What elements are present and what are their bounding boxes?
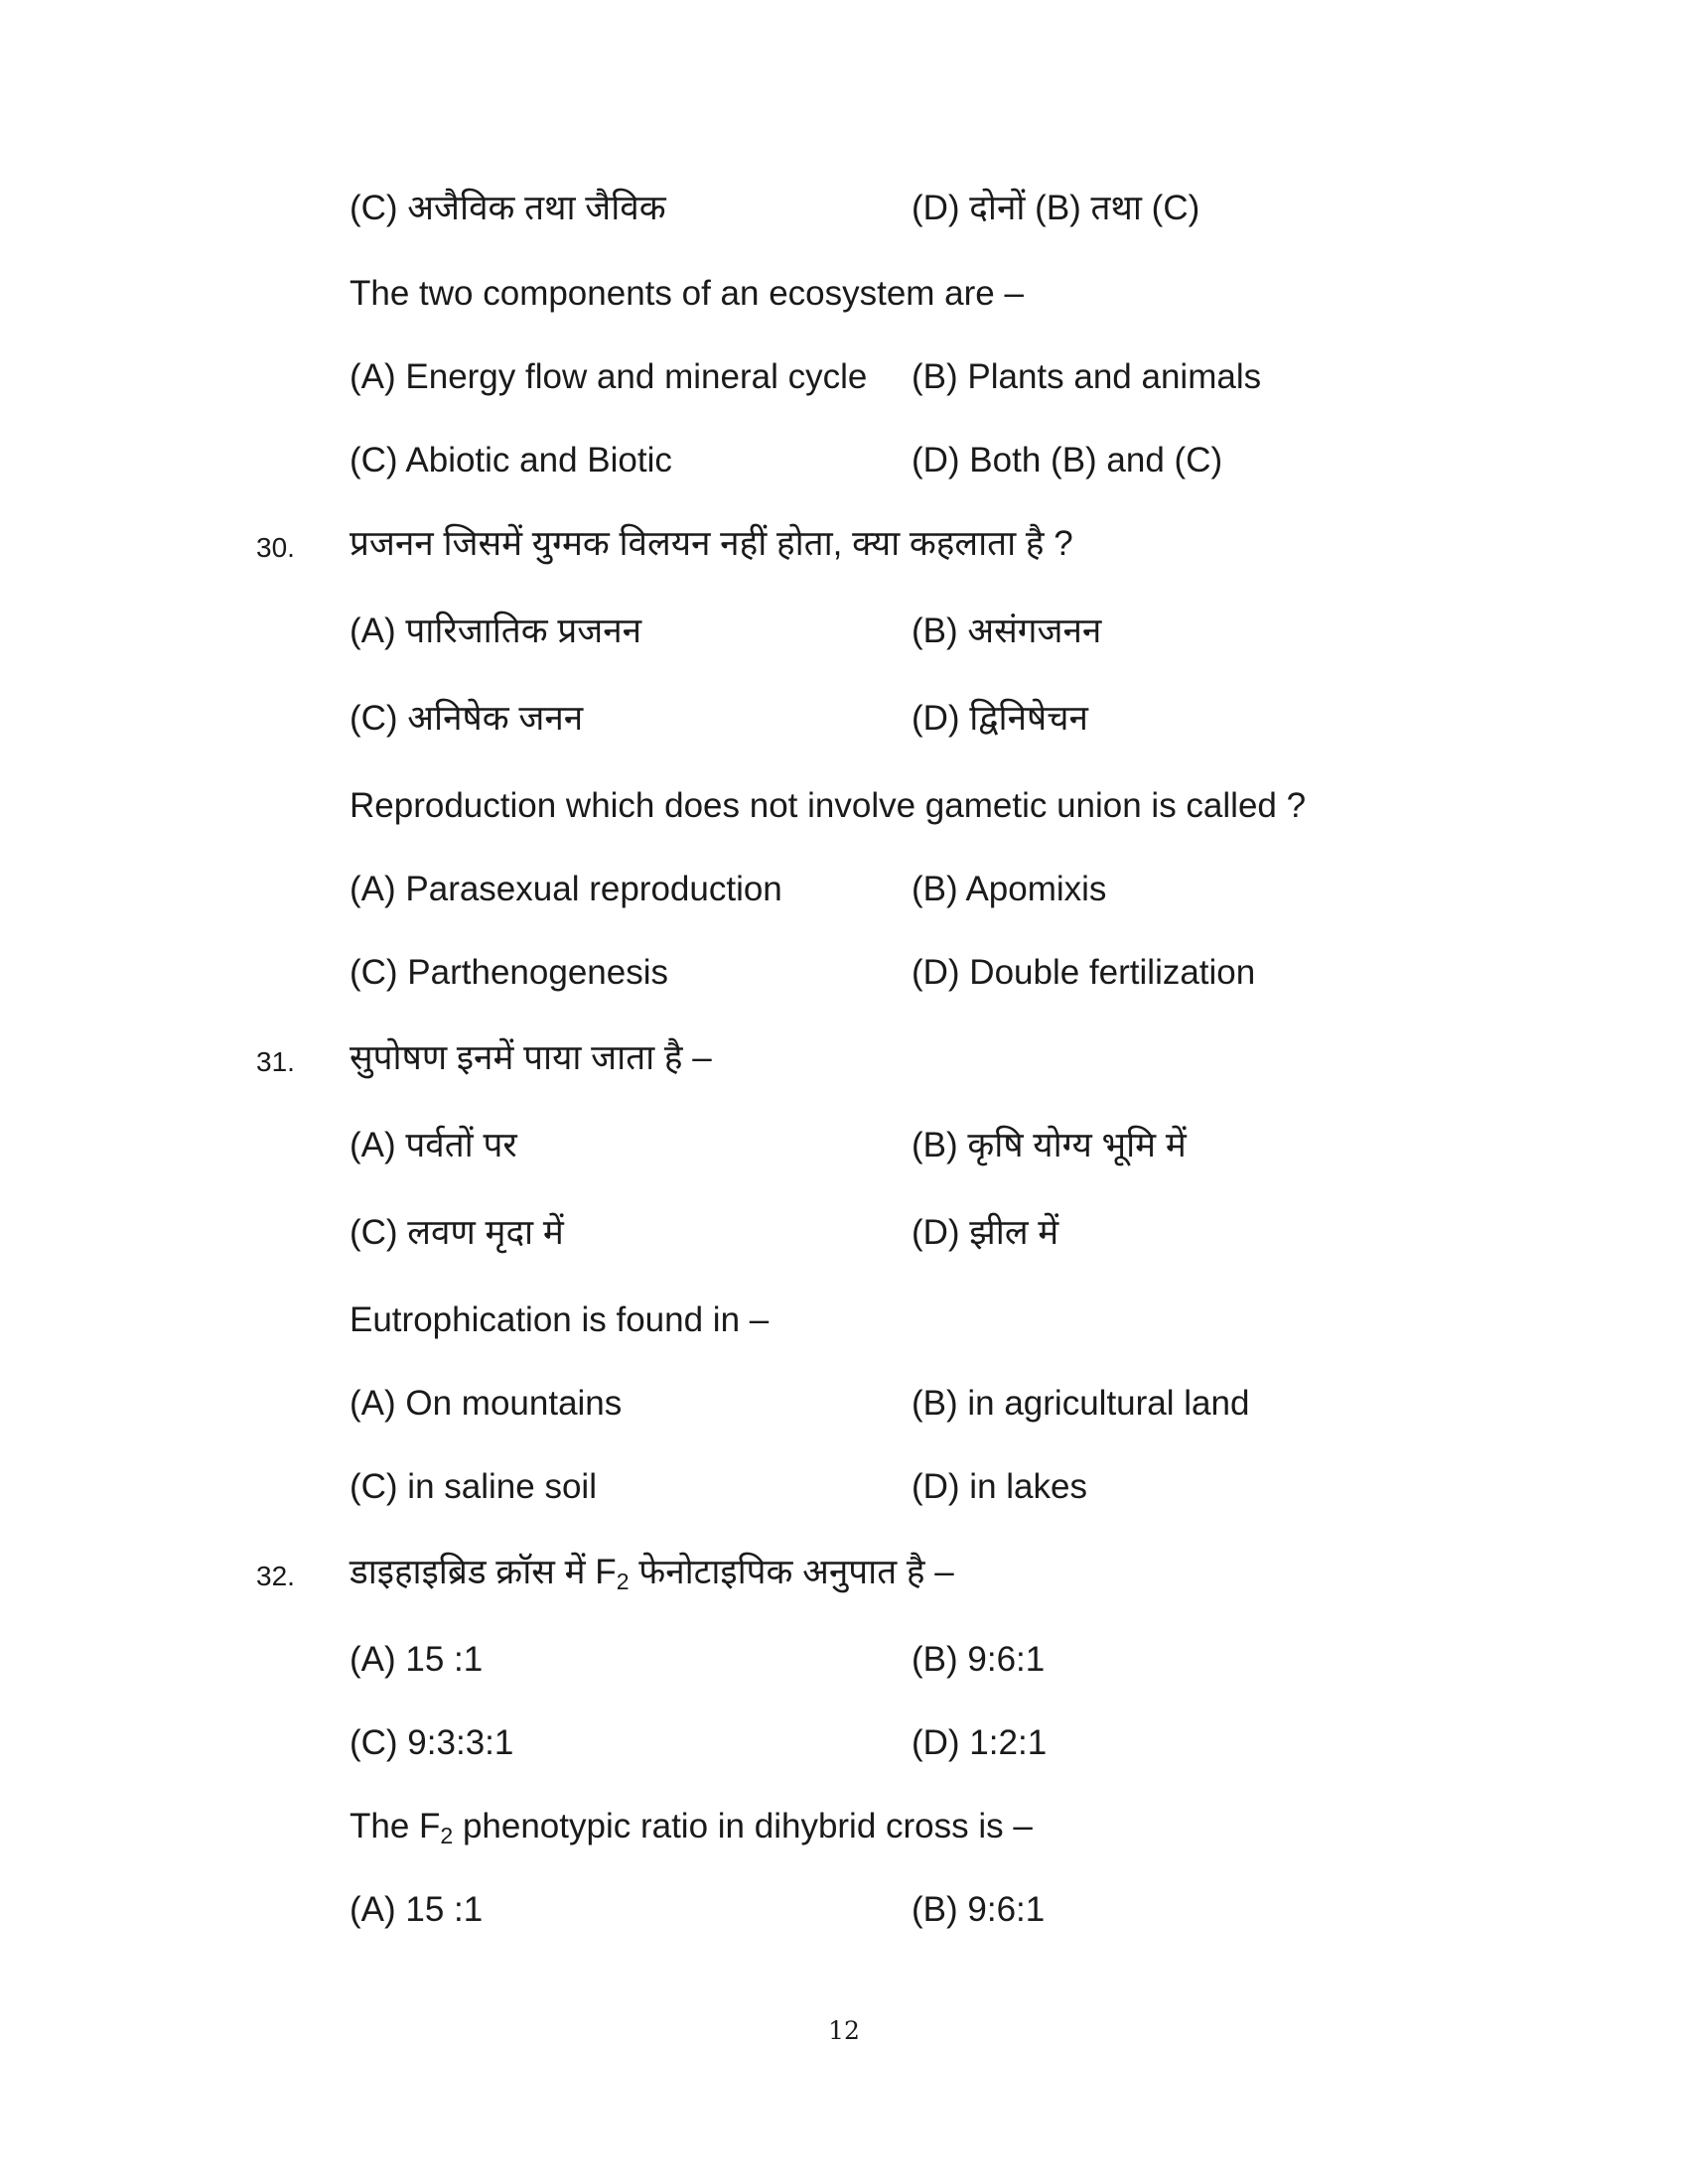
q30-hi-option-d: (D) द्विनिषेचन [912,699,1088,738]
q31-en-option-c: (C) in saline soil [350,1467,597,1506]
q31-en-option-b: (B) in agricultural land [912,1384,1250,1423]
q32-hi-option-d: (D) 1:2:1 [912,1723,1048,1762]
q30-en-option-d: (D) Double fertilization [912,953,1256,992]
q31-hi-option-d: (D) झील में [912,1213,1059,1252]
q32-hi-question: डाइहाइब्रिड क्रॉस में $F_2$ फेनोटाइपिक अनुपात है – [350,1553,954,1594]
q32-hi-option-a: (A) 15 :1 [350,1640,484,1679]
q30-en-option-b: (B) Apomixis [912,870,1107,908]
q30-number: 30. [256,532,295,563]
q32-number: 32. [256,1561,295,1591]
q29-en-option-b: (B) Plants and animals [912,357,1262,396]
q31-number: 31. [256,1046,295,1077]
q30-en-option-a: (A) Parasexual reproduction [350,870,782,908]
q31-hi-option-b: (B) कृषि योग्य भूमि में [912,1126,1187,1164]
q32-en-option-a: (A) 15 :1 [350,1890,484,1929]
q32-hi-option-c: (C) 9:3:3:1 [350,1723,514,1762]
q29-en-question: The two components of an ecosystem are – [350,274,1024,313]
q32-hi-option-b: (B) 9:6:1 [912,1640,1046,1679]
q30-hi-option-b: (B) असंगजनन [912,612,1102,650]
q29-en-option-a: (A) Energy flow and mineral cycle [350,357,868,396]
q29-en-option-d: (D) Both (B) and (C) [912,441,1223,479]
q32-en-option-b: (B) 9:6:1 [912,1890,1046,1929]
q29-en-option-c: (C) Abiotic and Biotic [350,441,672,479]
q31-hi-option-a: (A) पर्वतों पर [350,1126,517,1164]
q30-hi-question: प्रजनन जिसमें युग्मक विलयन नहीं होता, क्या कहलाता है ? [350,524,1073,563]
q32-en-question: The $F_2$ phenotypic ratio in dihybrid cross is – [350,1807,1033,1848]
q30-hi-option-a: (A) पारिजातिक प्रजनन [350,612,642,650]
q31-en-question: Eutrophication is found in – [350,1300,770,1339]
q30-en-question: Reproduction which does not involve gametic union is called ? [350,786,1307,825]
page-number: 12 [828,2016,860,2045]
q30-hi-option-c: (C) अनिषेक जनन [350,699,584,738]
q31-en-option-d: (D) in lakes [912,1467,1087,1506]
q29-hi-option-d: (D) दोनों (B) तथा (C) [912,189,1200,227]
q31-hi-option-c: (C) लवण मृदा में [350,1213,564,1252]
q29-hi-option-c: (C) अजैविक तथा जैविक [350,189,666,227]
q31-en-option-a: (A) On mountains [350,1384,623,1423]
q30-en-option-c: (C) Parthenogenesis [350,953,668,992]
q31-hi-question: सुपोषण इनमें पाया जाता है – [350,1038,712,1077]
